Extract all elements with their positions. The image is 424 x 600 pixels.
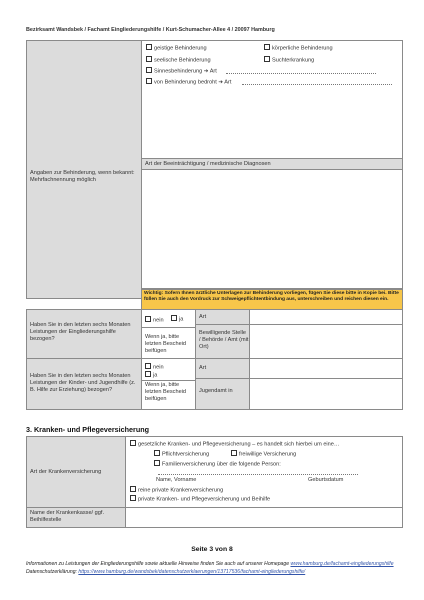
option-pflicht-label: Pflichtversicherung: [162, 451, 210, 458]
option-seelisch-label: seelische Behinderung: [154, 57, 211, 64]
diagnosis-label: Art der Beeinträchtigung / medizinische Diagnosen: [145, 161, 271, 167]
disability-label: Angaben zur Behinderung, wenn bekannt: Mehrfachnennung möglich: [30, 170, 135, 183]
eingliederung-art-label-cell: [195, 309, 250, 325]
checkbox-icon[interactable]: [154, 460, 160, 466]
eingliederung-nein[interactable]: [145, 316, 164, 325]
option-privat-kranken-label: reine private Krankenversicherung: [138, 487, 224, 494]
option-privat-pflege[interactable]: [130, 495, 270, 504]
name-vorname-label: Name, Vorname: [156, 477, 197, 483]
eingliederung-art-label: Art: [199, 314, 207, 320]
sinnes-art-line[interactable]: [226, 73, 376, 74]
option-sucht[interactable]: [264, 56, 314, 65]
jugendhilfe-nein-label: nein: [153, 364, 164, 371]
checkbox-icon[interactable]: [146, 78, 152, 84]
option-gesetzlich-label: gesetzliche Kranken- und Pflegeversicherung – es handelt sich hierbei um eine…: [138, 441, 340, 448]
insurance-type-label-cell: [26, 436, 126, 508]
jugendhilfe-art-input[interactable]: [249, 358, 403, 379]
footer-line-1: [26, 561, 394, 567]
jugendhilfe-wenn-ja: Wenn ja, bitte letzten Bescheid beifügen: [145, 382, 187, 402]
checkbox-icon[interactable]: [264, 56, 270, 62]
jugendhilfe-answer-cell: [141, 358, 196, 410]
option-sucht-label: Suchterkrankung: [272, 57, 315, 64]
checkbox-icon[interactable]: [145, 363, 151, 369]
jugendhilfe-question: Haben Sie in den letzten sechs Monaten Leistungen der Kinder- und Jugendhilfe (z. B. Hilfe zur Erziehung) bezogen?: [30, 373, 136, 393]
checkbox-icon[interactable]: [145, 316, 151, 322]
footer-privacy-link[interactable]: https://www.hamburg.de/wandsbek/datenschutzerklaerungen/13717536/fachamt-eingliederungshilfe/: [78, 569, 306, 575]
footer-line-2: [26, 569, 305, 575]
option-seelisch[interactable]: [146, 56, 211, 65]
disability-options-cell: [141, 40, 403, 159]
option-geistig-label: geistige Behinderung: [154, 45, 207, 52]
checkbox-icon[interactable]: [146, 56, 152, 62]
eingliederung-art-input[interactable]: [249, 309, 403, 325]
jugendhilfe-question-cell: [26, 358, 142, 410]
checkbox-icon[interactable]: [145, 371, 151, 377]
eingliederung-stelle-input[interactable]: [249, 324, 403, 359]
bedroht-art-line[interactable]: [242, 84, 392, 85]
insurance-options-cell: [125, 436, 403, 508]
jugendhilfe-art-label-cell: [195, 358, 250, 379]
eingliederung-question: Haben Sie in den letzten sechs Monaten Leistungen der Eingliederungshilfe bezogen?: [30, 322, 131, 342]
option-bedroht[interactable]: [146, 78, 231, 87]
eingliederung-question-cell: [26, 309, 142, 359]
geburtsdatum-label: Geburtsdatum: [308, 477, 344, 483]
warning-box: Wichtig: Sofern Ihnen ärztliche Unterlagen zur Behinderung vorliegen, fügen Sie diese bitte in Kopie bei. Bitte füllen Sie auch den Vordruck zur Schweigepflichtentbindung aus, unterschreiben und reichen diesen ein.: [141, 289, 403, 310]
footer-info-text: Informationen zu Leistungen der Eingliederungshilfe sowie aktuelle Hinweise finden Sie auch auf unserer Homepage: [26, 561, 290, 567]
header-org: Bezirksamt Wandsbek / Fachamt Eingliederungshilfe / Kurt-Schumacher-Allee 4 / 20097 Hamburg: [26, 27, 275, 33]
checkbox-icon[interactable]: [130, 495, 136, 501]
option-freiwillig[interactable]: [231, 450, 296, 459]
option-familie-label: Familienversicherung über die folgende Person:: [162, 461, 281, 468]
checkbox-icon[interactable]: [130, 486, 136, 492]
diagnosis-input[interactable]: [141, 169, 403, 289]
checkbox-icon[interactable]: [231, 450, 237, 456]
eingliederung-stelle-label: Bewilligende Stelle / Behörde / Amt (mit Ort): [199, 330, 249, 350]
option-familie[interactable]: [154, 460, 281, 469]
option-gesetzlich[interactable]: [130, 440, 340, 449]
insurance-type-label: Art der Krankenversicherung: [30, 469, 102, 475]
option-koerperlich-label: körperliche Behinderung: [272, 45, 333, 52]
option-freiwillig-label: freiwillige Versicherung: [239, 451, 297, 458]
footer-homepage-link[interactable]: www.hamburg.de/fachamt-eingliederungshilfe: [290, 561, 394, 567]
checkbox-icon[interactable]: [264, 44, 270, 50]
jugendamt-input[interactable]: [249, 378, 403, 410]
eingliederung-answer-cell: [141, 309, 196, 359]
jugendhilfe-ja-label: ja: [153, 372, 158, 379]
disability-label-cell: [26, 40, 142, 299]
option-privat-kranken[interactable]: [130, 486, 223, 495]
divider: [142, 380, 195, 381]
eingliederung-wenn-ja: Wenn ja, bitte letzten Bescheid beifügen: [145, 334, 187, 354]
jugendamt-label: Jugendamt in: [199, 388, 233, 394]
eingliederung-ja-label: ja: [179, 316, 184, 323]
jugendhilfe-art-label: Art: [199, 365, 207, 371]
checkbox-icon[interactable]: [130, 440, 136, 446]
divider: [142, 327, 195, 328]
eingliederung-stelle-label-cell: [195, 324, 250, 359]
checkbox-icon[interactable]: [146, 67, 152, 73]
option-sinnes-label: Sinnesbehinderung ➔ Art: [154, 68, 217, 75]
jugendamt-label-cell: [195, 378, 250, 410]
option-sinnes[interactable]: [146, 67, 217, 76]
kasse-label: Name der Krankenkasse/ ggf. Beihilfestelle: [30, 510, 104, 523]
kasse-label-cell: [26, 507, 126, 528]
option-koerperlich[interactable]: [264, 44, 333, 53]
checkbox-icon[interactable]: [171, 315, 177, 321]
checkbox-icon[interactable]: [146, 44, 152, 50]
page-number: Seite 3 von 8: [191, 546, 233, 553]
option-pflicht[interactable]: [154, 450, 209, 459]
footer-privacy-text: Datenschutzerklärung:: [26, 569, 77, 575]
jugendhilfe-ja[interactable]: [145, 371, 157, 380]
eingliederung-ja[interactable]: [171, 315, 183, 324]
kasse-input[interactable]: [125, 507, 403, 528]
eingliederung-nein-label: nein: [153, 317, 164, 324]
option-privat-pflege-label: private Kranken- und Pflegeversicherung und Beihilfe: [138, 496, 271, 503]
checkbox-icon[interactable]: [154, 450, 160, 456]
option-geistig[interactable]: [146, 44, 207, 53]
family-person-line[interactable]: [158, 474, 358, 475]
section-3-title: 3. Kranken- und Pflegeversicherung: [26, 425, 150, 434]
option-bedroht-label: von Behinderung bedroht ➔ Art: [154, 79, 232, 86]
